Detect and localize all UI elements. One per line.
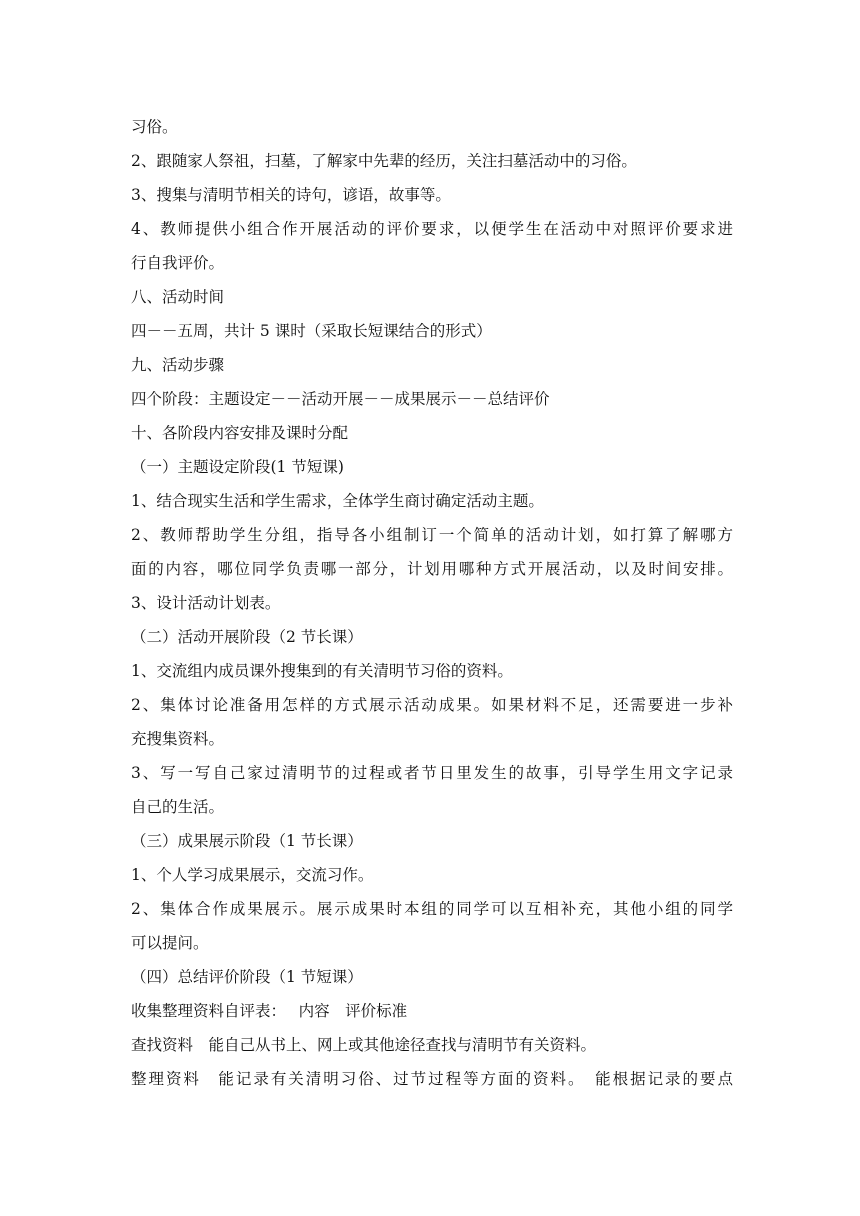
text-line: 自己的生活。 bbox=[131, 798, 225, 816]
text-line: 1、结合现实生活和学生需求，全体学生商讨确定活动主题。 bbox=[131, 492, 544, 510]
text-line: 2、集体讨论准备用怎样的方式展示活动成果。如果材料不足，还需要进一步补 bbox=[131, 696, 733, 714]
text-line: 习俗。 bbox=[131, 118, 178, 136]
subsection-heading: （一）主题设定阶段(1 节短课) bbox=[131, 458, 344, 476]
section-heading: 八、活动时间 bbox=[131, 288, 225, 306]
text-line: 四个阶段：主题设定－－活动开展－－成果展示－－总结评价 bbox=[131, 390, 550, 408]
text-line: 1、个人学习成果展示，交流习作。 bbox=[131, 866, 374, 884]
table-row-line: 整理资料 能记录有关清明习俗、过节过程等方面的资料。 能根据记录的要点 bbox=[131, 1070, 733, 1088]
text-line: 2、集体合作成果展示。展示成果时本组的同学可以互相补充，其他小组的同学 bbox=[131, 900, 733, 918]
text-line: 充搜集资料。 bbox=[131, 730, 225, 748]
text-line: 2、教师帮助学生分组，指导各小组制订一个简单的活动计划，如打算了解哪方 bbox=[131, 526, 733, 544]
text-line: 可以提问。 bbox=[131, 934, 209, 952]
text-line: 3、写一写自己家过清明节的过程或者节日里发生的故事，引导学生用文字记录 bbox=[131, 764, 733, 782]
text-line: 面的内容，哪位同学负责哪一部分，计划用哪种方式开展活动，以及时间安排。 bbox=[131, 560, 733, 578]
subsection-heading: （三）成果展示阶段（1 节长课） bbox=[131, 832, 363, 850]
section-heading: 十、各阶段内容安排及课时分配 bbox=[131, 424, 349, 442]
subsection-heading: （四）总结评价阶段（1 节短课） bbox=[131, 968, 363, 986]
text-line: 行自我评价。 bbox=[131, 254, 225, 272]
text-line: 3、设计活动计划表。 bbox=[131, 594, 281, 612]
text-line: 1、交流组内成员课外搜集到的有关清明节习俗的资料。 bbox=[131, 662, 513, 680]
text-line: 2、跟随家人祭祖，扫墓，了解家中先辈的经历，关注扫墓活动中的习俗。 bbox=[131, 152, 637, 170]
document-body bbox=[131, 110, 733, 1096]
text-line: 4、教师提供小组合作开展活动的评价要求，以便学生在活动中对照评价要求进 bbox=[131, 220, 733, 238]
subsection-heading: （二）活动开展阶段（2 节长课） bbox=[131, 628, 363, 646]
text-line: 四－－五周，共计 5 课时（采取长短课结合的形式） bbox=[131, 322, 492, 340]
text-line: 3、搜集与清明节相关的诗句，谚语，故事等。 bbox=[131, 186, 451, 204]
table-row-line: 查找资料 能自己从书上、网上或其他途径查找与清明节有关资料。 bbox=[131, 1036, 597, 1054]
section-heading: 九、活动步骤 bbox=[131, 356, 225, 374]
table-header-line: 收集整理资料自评表： 内容 评价标准 bbox=[131, 1002, 408, 1020]
